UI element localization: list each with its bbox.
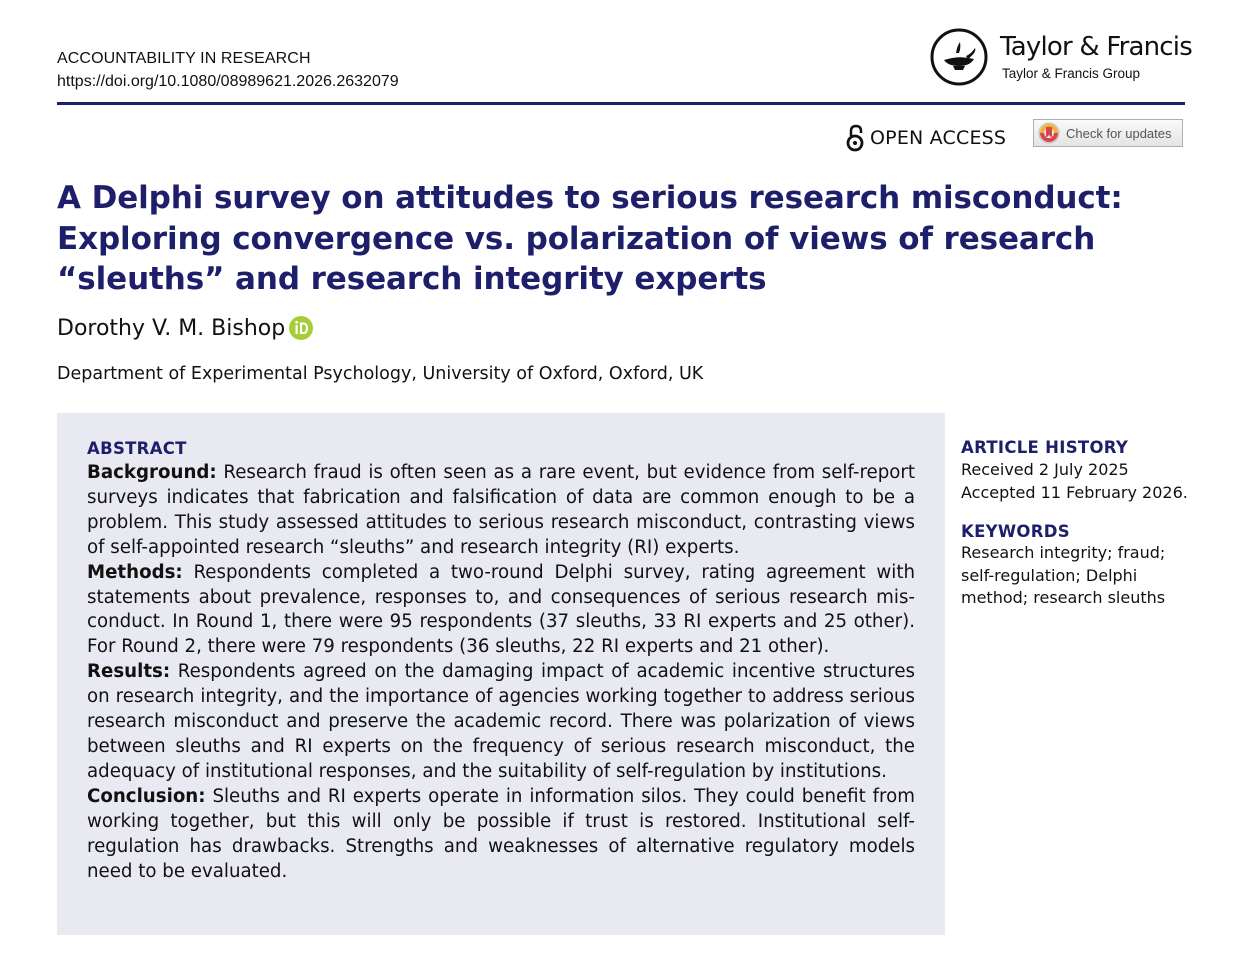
open-access-label: OPEN ACCESS — [870, 127, 1007, 149]
keywords-list: Research integrity; fraud; self-regulation; Delphi method; research sleuths — [961, 543, 1166, 607]
orcid-icon[interactable] — [288, 315, 314, 341]
author-line — [57, 315, 314, 341]
open-access-lock-icon — [846, 124, 864, 152]
section-text: Research fraud is often seen as a rare event, but evidence from self-report surveys indicates that fabrication and falsification of data are common enough to be a problem. This study assessed attitudes to serious research misconduct, contrasting views of self-appointed research “sleuths” and research integrity (RI) experts. — [87, 462, 915, 558]
section-label: Background: — [87, 462, 217, 483]
publisher-logo[interactable] — [930, 28, 1190, 90]
section-text: Sleuths and RI experts operate in information silos. They could benefit from working together, but this will only be possible if trust is restored. Institutional self-regulation has drawbacks. Strengths and weaknesses of alternative regulatory models need to be evaluated. — [87, 785, 915, 882]
author-affiliation: Department of Experimental Psychology, University of Oxford, Oxford, UK — [57, 364, 704, 384]
section-text: Respondents completed a two-round Delphi survey, rating agreement with statements about prevalence, responses to, and consequences of serious research misconduct. In Round 1, there were 95 respondents (37 sleuths, 33 RI experts and 25 other). For Round 2, there were 79 respondents (36 sleuths, 22 RI experts and 21 other). — [87, 561, 915, 658]
publisher-name: Taylor & Francis — [1000, 32, 1192, 62]
crossmark-icon — [1038, 122, 1060, 144]
article-sidebar — [961, 438, 1191, 610]
doi-link[interactable]: https://doi.org/10.1080/08989621.2026.2632079 — [57, 73, 399, 90]
article-title: A Delphi survey on attitudes to serious research misconduct: Exploring convergence vs. polarization of views of research “sleuths” and research integrity experts — [57, 180, 1123, 297]
journal-name: ACCOUNTABILITY IN RESEARCH — [57, 50, 311, 67]
article-history-heading: ARTICLE HISTORY — [961, 438, 1129, 457]
section-label: Results: — [87, 661, 171, 683]
abstract-box — [57, 413, 945, 935]
section-label: Conclusion: — [87, 785, 206, 807]
author-name[interactable]: Dorothy V. M. Bishop — [57, 315, 286, 341]
abstract-methods — [87, 561, 915, 661]
accepted-date: Accepted 11 February 2026. — [961, 483, 1188, 502]
abstract-results — [87, 660, 915, 785]
abstract-heading: ABSTRACT — [87, 439, 187, 458]
section-label: Methods: — [87, 561, 183, 583]
check-for-updates-button[interactable] — [1033, 119, 1183, 147]
keywords-heading: KEYWORDS — [961, 522, 1070, 541]
section-text: Respondents agreed on the damaging impact of academic incentive structures on research integrity, and the importance of agencies working together to address serious research misconduct and preserve the academic record. There was polarization of views between sleuths and RI experts on the frequency of serious research misconduct, the adequacy of institutional responses, and the suitability of self-regulation by institutions. — [87, 661, 915, 782]
taylor-francis-lamp-icon — [930, 28, 988, 86]
open-access-badge — [846, 124, 1006, 152]
header-rule — [57, 102, 1185, 105]
abstract-conclusion — [87, 785, 915, 885]
check-for-updates-label: Check for updates — [1066, 125, 1172, 141]
received-date: Received 2 July 2025 — [961, 460, 1129, 479]
abstract-background — [87, 461, 915, 561]
publisher-group: Taylor & Francis Group — [1002, 66, 1141, 81]
abstract-content — [87, 439, 915, 884]
